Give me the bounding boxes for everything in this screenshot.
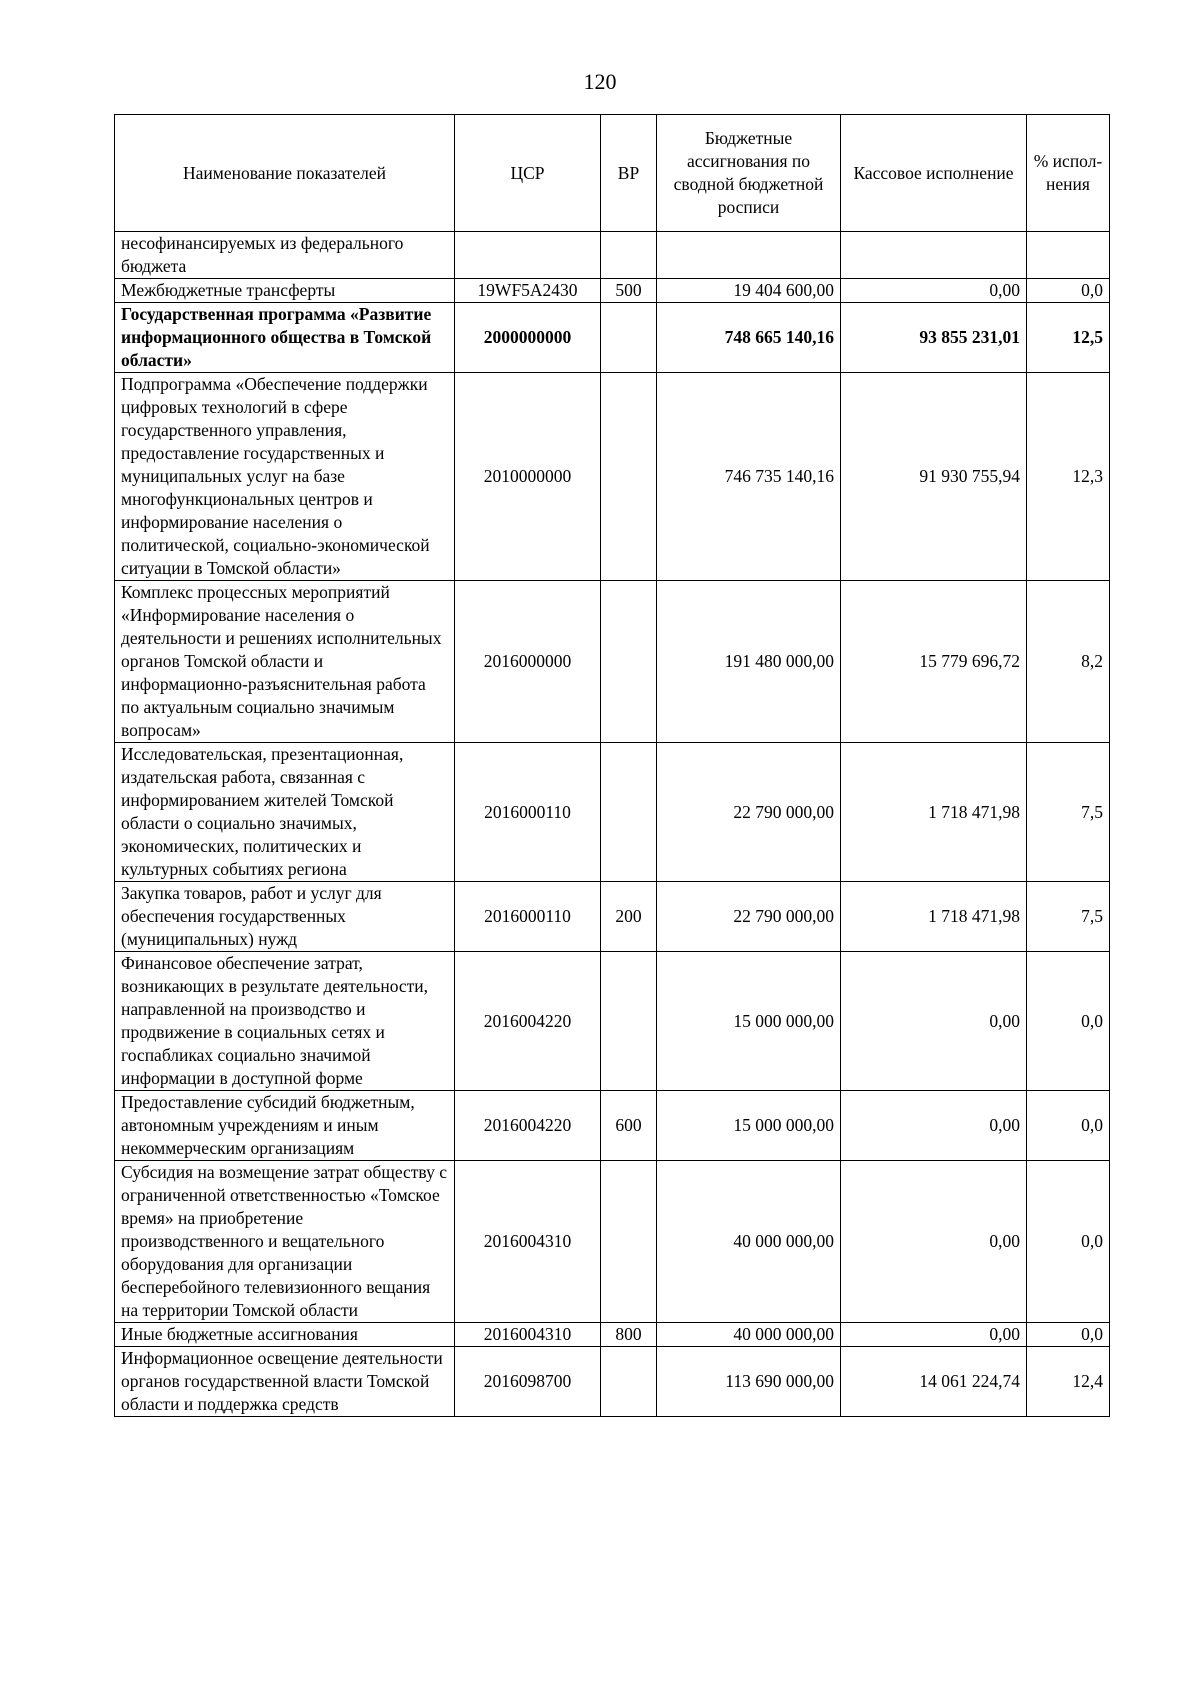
- cell-budget: [657, 232, 841, 279]
- cell-pct: [1027, 232, 1110, 279]
- cell-csr: 2000000000: [455, 303, 601, 373]
- cell-vr: [601, 952, 657, 1091]
- cell-pct: 0,0: [1027, 952, 1110, 1091]
- table-row: [115, 952, 1110, 1091]
- header-vr: ВР: [601, 115, 657, 232]
- cell-budget: 191 480 000,00: [657, 581, 841, 743]
- header-name: Наименование показателей: [115, 115, 455, 232]
- cell-vr: [601, 743, 657, 882]
- table-row: [115, 1347, 1110, 1417]
- cell-vr: [601, 232, 657, 279]
- cell-csr: 2010000000: [455, 373, 601, 581]
- cell-pct: 7,5: [1027, 882, 1110, 952]
- table-row: [115, 303, 1110, 373]
- cell-pct: 0,0: [1027, 1323, 1110, 1347]
- cell-csr: 2016004220: [455, 952, 601, 1091]
- cell-vr: 500: [601, 279, 657, 303]
- cell-vr: [601, 303, 657, 373]
- page-number: 120: [583, 69, 617, 94]
- header-budget: Бюджетные ассигнования по сводной бюджетной росписи: [657, 115, 841, 232]
- budget-execution-table: [114, 114, 1110, 1417]
- table-row: [115, 581, 1110, 743]
- cell-budget: 19 404 600,00: [657, 279, 841, 303]
- cell-cash: 0,00: [841, 1161, 1027, 1323]
- cell-csr: 2016004220: [455, 1091, 601, 1161]
- table-row: [115, 373, 1110, 581]
- cell-vr: [601, 1347, 657, 1417]
- cell-name: Предоставление субсидий бюджетным, автономным учреждениям и иным некоммерческим организациям: [115, 1091, 455, 1161]
- cell-name: Иные бюджетные ассигнования: [115, 1323, 455, 1347]
- cell-vr: [601, 1161, 657, 1323]
- cell-cash: 93 855 231,01: [841, 303, 1027, 373]
- cell-name: Комплекс процессных мероприятий «Информирование населения о деятельности и решениях исполнительных органов Томской области и информационно-разъяснительная работа по актуальным социально значимым вопросам»: [115, 581, 455, 743]
- cell-pct: 12,3: [1027, 373, 1110, 581]
- cell-budget: 15 000 000,00: [657, 1091, 841, 1161]
- header-pct: % испол-нения: [1027, 115, 1110, 232]
- cell-pct: 7,5: [1027, 743, 1110, 882]
- table-row: [115, 882, 1110, 952]
- cell-cash: [841, 232, 1027, 279]
- cell-budget: 746 735 140,16: [657, 373, 841, 581]
- cell-cash: 14 061 224,74: [841, 1347, 1027, 1417]
- cell-vr: 600: [601, 1091, 657, 1161]
- cell-name: Подпрограмма «Обеспечение поддержки цифровых технологий в сфере государственного управления, предоставление государственных и муниципальных услуг на базе многофункциональных центров и информирование населения о политической, социально-экономической ситуации в Томской области»: [115, 373, 455, 581]
- cell-budget: 748 665 140,16: [657, 303, 841, 373]
- cell-vr: 200: [601, 882, 657, 952]
- cell-cash: 91 930 755,94: [841, 373, 1027, 581]
- cell-csr: 2016000110: [455, 743, 601, 882]
- cell-budget: 40 000 000,00: [657, 1161, 841, 1323]
- cell-vr: [601, 373, 657, 581]
- cell-cash: 1 718 471,98: [841, 882, 1027, 952]
- cell-cash: 0,00: [841, 1323, 1027, 1347]
- header-csr: ЦСР: [455, 115, 601, 232]
- cell-pct: 12,5: [1027, 303, 1110, 373]
- cell-cash: 0,00: [841, 279, 1027, 303]
- header-cash: Кассовое исполнение: [841, 115, 1027, 232]
- cell-name: Государственная программа «Развитие информационного общества в Томской области»: [115, 303, 455, 373]
- cell-pct: 0,0: [1027, 1091, 1110, 1161]
- table-header-row: [115, 115, 1110, 232]
- cell-csr: 2016004310: [455, 1161, 601, 1323]
- cell-cash: 15 779 696,72: [841, 581, 1027, 743]
- cell-pct: 0,0: [1027, 1161, 1110, 1323]
- cell-pct: 8,2: [1027, 581, 1110, 743]
- table-row: [115, 279, 1110, 303]
- cell-budget: 40 000 000,00: [657, 1323, 841, 1347]
- cell-vr: 800: [601, 1323, 657, 1347]
- table-row: [115, 232, 1110, 279]
- cell-pct: 0,0: [1027, 279, 1110, 303]
- table-row: [115, 1091, 1110, 1161]
- table-row: [115, 1161, 1110, 1323]
- cell-name: Закупка товаров, работ и услуг для обеспечения государственных (муниципальных) нужд: [115, 882, 455, 952]
- cell-csr: 19WF5A2430: [455, 279, 601, 303]
- table-body: [115, 232, 1110, 1417]
- cell-csr: [455, 232, 601, 279]
- cell-cash: 0,00: [841, 952, 1027, 1091]
- cell-pct: 12,4: [1027, 1347, 1110, 1417]
- cell-cash: 1 718 471,98: [841, 743, 1027, 882]
- cell-budget: 15 000 000,00: [657, 952, 841, 1091]
- cell-cash: 0,00: [841, 1091, 1027, 1161]
- cell-name: несофинансируемых из федерального бюджета: [115, 232, 455, 279]
- cell-vr: [601, 581, 657, 743]
- table-row: [115, 1323, 1110, 1347]
- cell-budget: 22 790 000,00: [657, 743, 841, 882]
- cell-name: Межбюджетные трансферты: [115, 279, 455, 303]
- table-row: [115, 743, 1110, 882]
- cell-name: Субсидия на возмещение затрат обществу с ограниченной ответственностью «Томское время» на приобретение производственного и вещательного оборудования для организации бесперебойного телевизионного вещания на территории Томской области: [115, 1161, 455, 1323]
- cell-csr: 2016000110: [455, 882, 601, 952]
- cell-csr: 2016000000: [455, 581, 601, 743]
- cell-budget: 22 790 000,00: [657, 882, 841, 952]
- cell-csr: 2016098700: [455, 1347, 601, 1417]
- cell-csr: 2016004310: [455, 1323, 601, 1347]
- cell-budget: 113 690 000,00: [657, 1347, 841, 1417]
- cell-name: Информационное освещение деятельности органов государственной власти Томской области и поддержка средств: [115, 1347, 455, 1417]
- cell-name: Финансовое обеспечение затрат, возникающих в результате деятельности, направленной на производство и продвижение в социальных сетях и госпабликах социально значимой информации в доступной форме: [115, 952, 455, 1091]
- cell-name: Исследовательская, презентационная, издательская работа, связанная с информированием жителей Томской области о социально значимых, экономических, политических и культурных событиях региона: [115, 743, 455, 882]
